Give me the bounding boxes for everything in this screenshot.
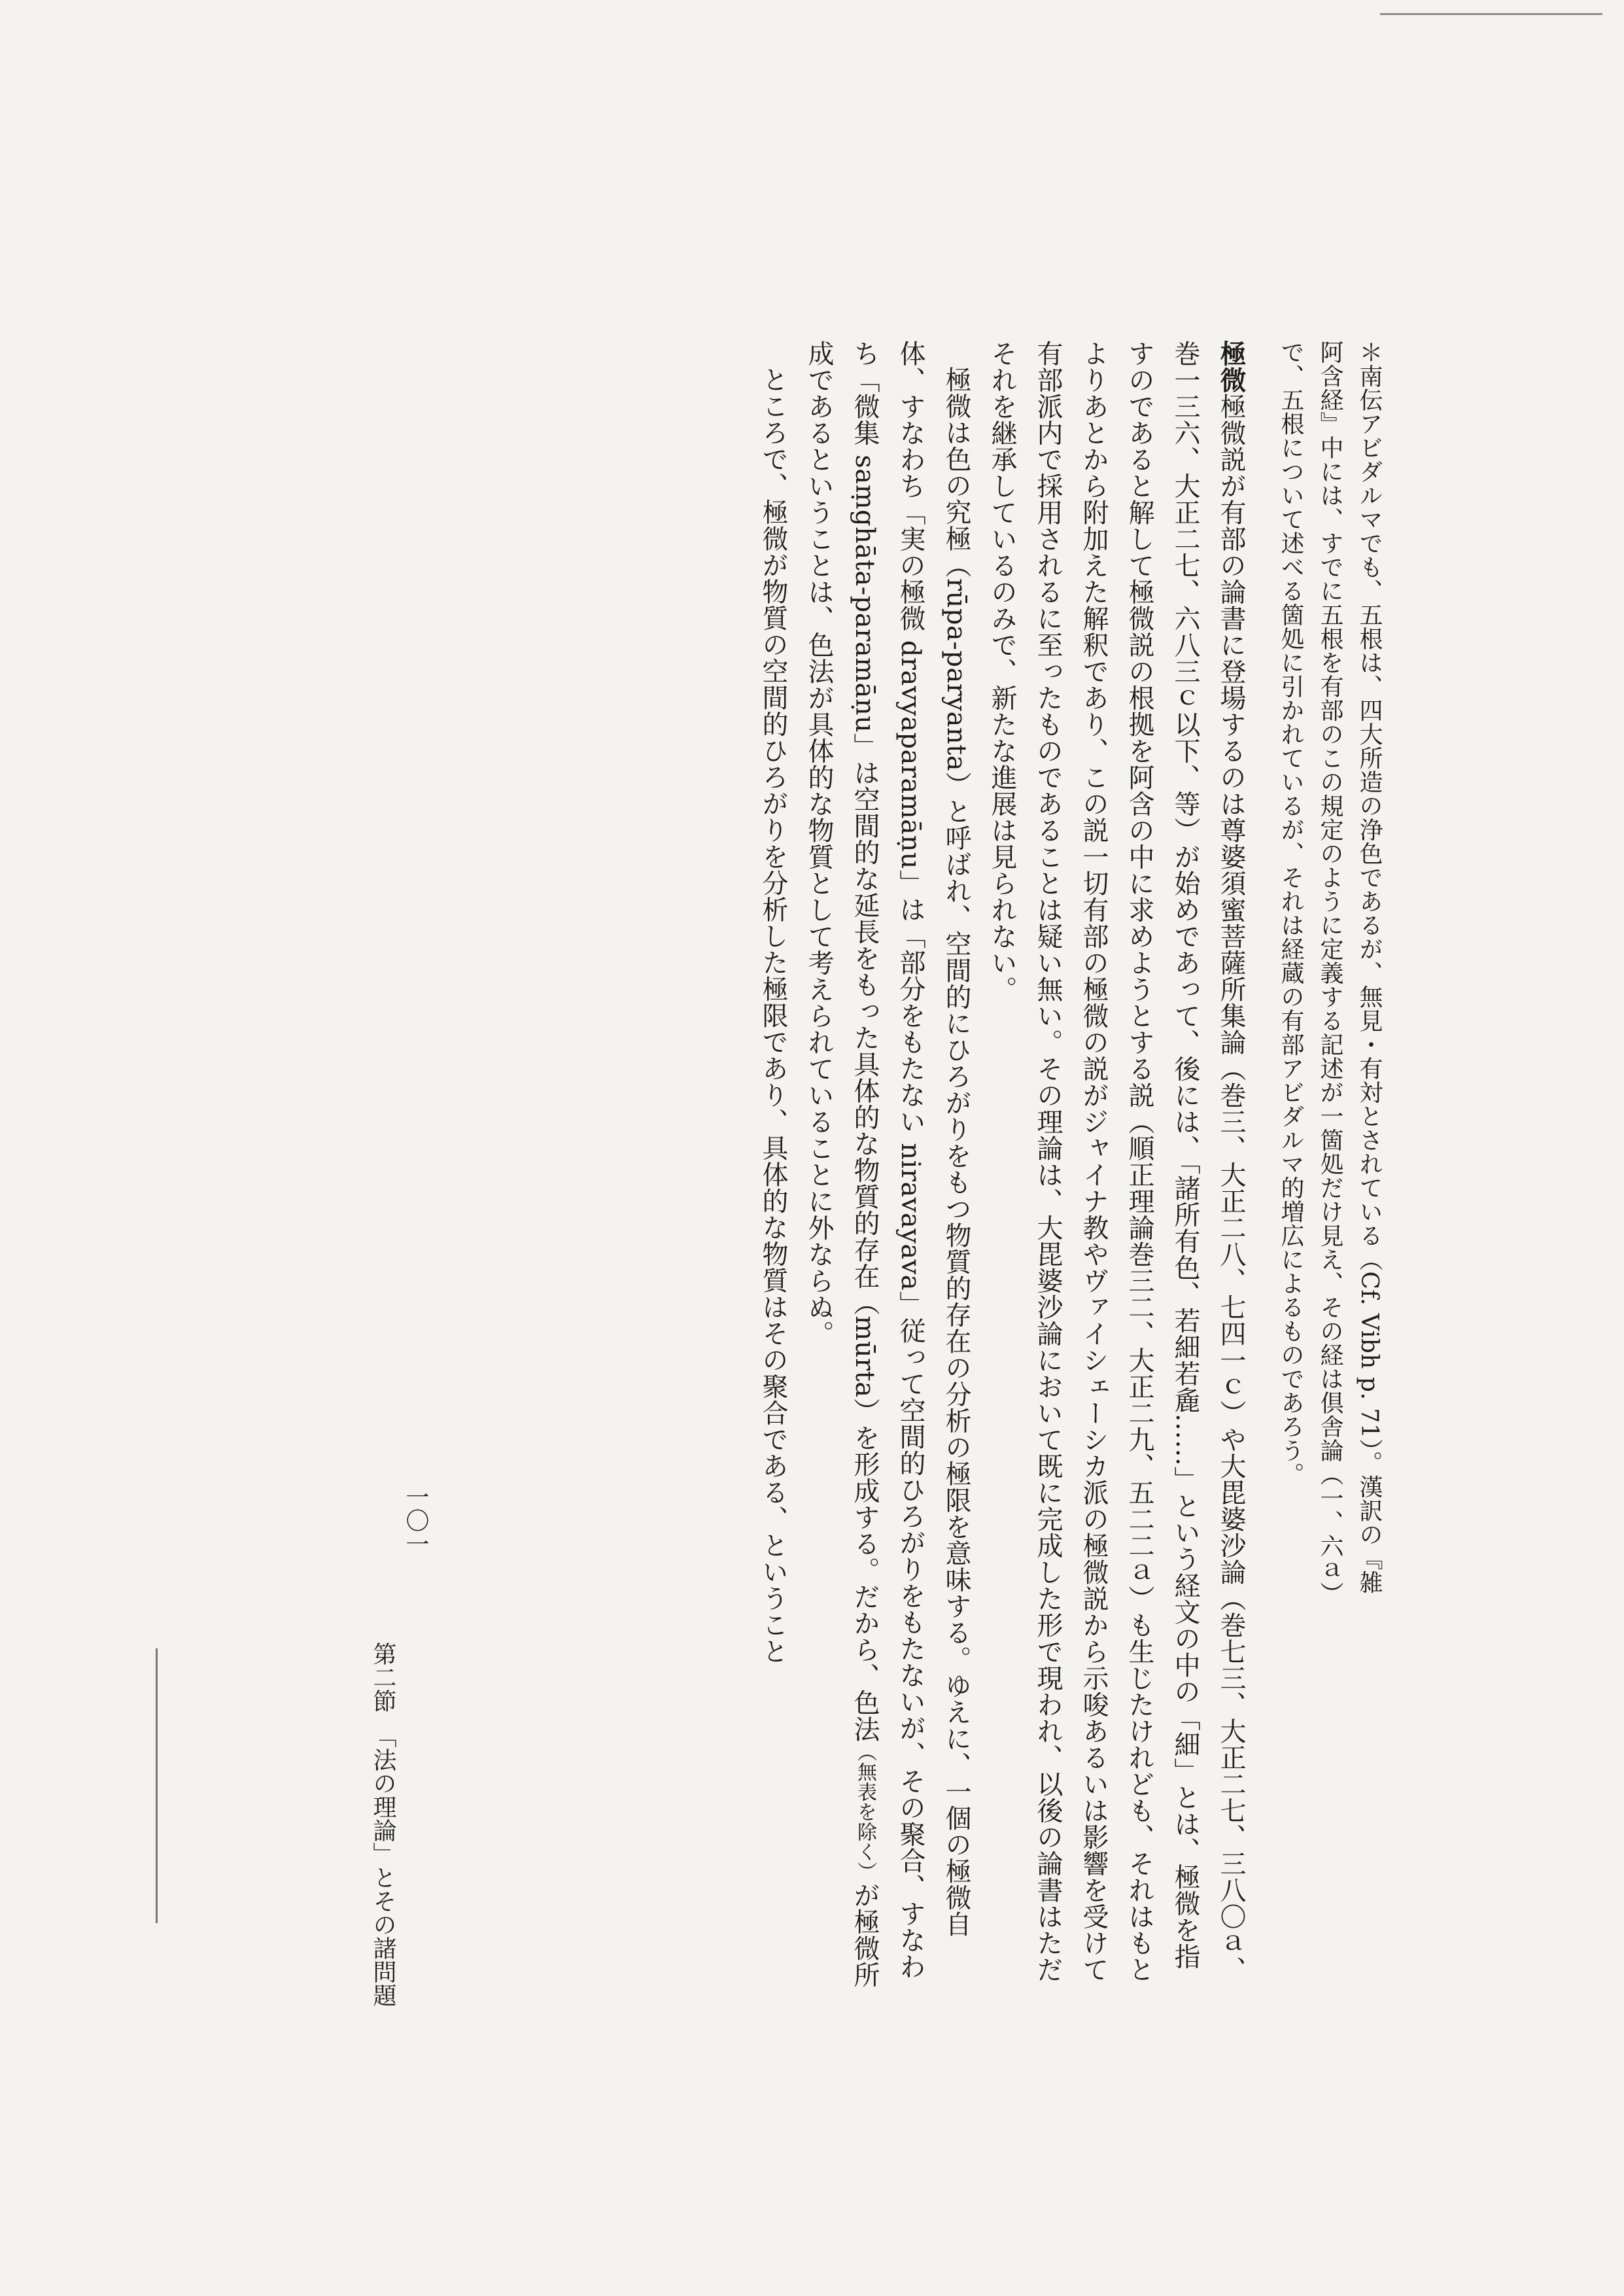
paragraph-3-text: ところで、極微が物質の空間的ひろがりを分析した極限であり、具体的な物質はその聚合である、ということ (758, 366, 788, 1665)
footnote-mark: ＊ (1356, 340, 1383, 364)
paragraph-2-text-a: 極微は色の究極（rūpa-paryanta）と呼ばれ、空間的にひろがりをもつ物質的存在の分析の極限を意味する。ゆえに、一個の極微自体、すなわち「実の極微 dravyaparamāṇu」は「部分をもたない niravayava」従って空間的ひろがりをもたないが、その聚合、すなわち「微集 saṃghāta-paramāṇu」は空間的な延長をもった具体的な物質的存在（mūrta）を形成する。だから、色法 (850, 340, 971, 1980)
footnote-line-2: 阿含経』中には、すでに五根を有部のこの規定のように定義する記述が一箇処だけ見え、その経は倶舎論（一、六ａ） (1317, 340, 1343, 1606)
paragraph-3 (750, 340, 796, 1989)
scan-edge-line (1380, 13, 1602, 15)
scan-margin-line (156, 1648, 158, 1923)
paragraph-2 (796, 340, 979, 1989)
page-body (750, 340, 1389, 1989)
page-number: 一〇一 (402, 1485, 429, 1556)
paragraph-1 (979, 340, 1254, 1989)
footnote-line-3: で、五根について述べる箇処に引かれているが、それは経蔵の有部アビダルマ的増広によるものであろう。 (1277, 340, 1304, 1486)
paragraph-1-text: 極微説が有部の論書に登場するのは尊婆須蜜菩薩所集論（巻三、大正二八、七四一ｃ）や大毘婆沙論（巻七三、大正二七、三八〇ａ、巻一三六、大正二七、六八三ｃ以下、等）が始めであって、後には、「諸所有色、若細若麁……」という経文の中の「細」とは、極微を指すのであると解して極微説の根拠を阿含の中に求めようとする説（順正理論巻三二、大正二九、五二二ａ）も生じたけれども、それはもとよりあとから附加えた解釈であり、この説一切有部の極微の説がジャイナ教やヴァイシェーシカ派の極微説から示唆あるいは影響を受けて有部派内で採用されるに至ったものであることは疑い無い。その理論は、大毘婆沙論において既に完成した形で現われ、以後の論書はただそれを継承しているのみで、新たな進展は見られない。 (987, 340, 1246, 1983)
running-head: 第二節 「法の理論」とその諸問題 (370, 1642, 396, 2007)
section-heading: 極微 (1216, 340, 1247, 393)
running-footer (366, 1642, 400, 2139)
footnote-line-1: 南伝アビダルマでも、五根は、四大所造の浄色であるが、無見・有対とされている（Cf. Vibh p. 71）。漢訳の『雑 (1356, 364, 1383, 1594)
page-number-block (399, 1485, 432, 1556)
footnote (1271, 340, 1389, 1989)
paragraph-2-aside: （無表を除く） (854, 1742, 876, 1882)
paragraph-2-text-b: が極微所成であるということは、色法が具体的な物質として考えられていることに外ならぬ。 (804, 340, 880, 1988)
